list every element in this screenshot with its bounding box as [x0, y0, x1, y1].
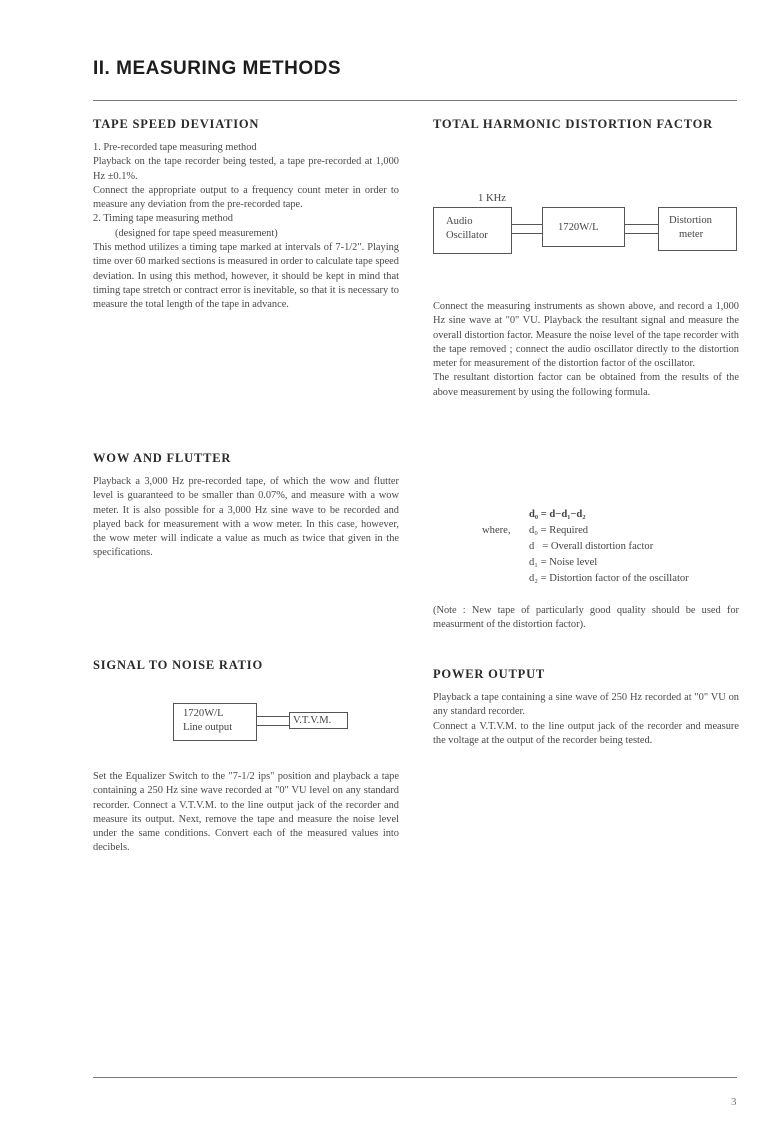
snr-wire-bottom [257, 725, 289, 726]
thd-box1-line2: Oscillator [446, 230, 488, 241]
thd-wire2-bottom [625, 233, 658, 234]
thd-note-block [433, 604, 739, 633]
thd-formula-def0: d₀ = Required [529, 525, 589, 536]
thd-p1: Connect the measuring instruments as shown above, and record a 1,000 Hz sine wave at "0" VU. Playback the resultant signal and measure the overall distortion factor. Measure the noise level of the tape recorder with the tape removed ; connect the audio oscillator directly to the distortion meter for measurement of the distortion factor of the oscillator. [433, 301, 739, 370]
thd-note: (Note : New tape of particularly good quality should be used for measurment of the distortion factor). [433, 605, 739, 631]
thd-box2-label: 1720W/L [558, 222, 599, 233]
thd-formula-def1: d = Overall distortion factor [529, 541, 654, 552]
thd-p2: The resultant distortion factor can be obtained from the results of the above measurement by using the following formula. [433, 372, 739, 398]
thd-oscillator-box [433, 207, 512, 254]
thd-heading: TOTAL HARMONIC DISTORTION FACTOR [433, 117, 713, 131]
top-rule [93, 100, 737, 101]
thd-freq-label: 1 KHz [478, 193, 506, 204]
snr-heading: SIGNAL TO NOISE RATIO [93, 658, 263, 672]
thd-box3-line2: meter [679, 229, 704, 240]
thd-recorder-box [542, 207, 625, 247]
tape-speed-p2: Connect the appropriate output to a frequency count meter in order to measure any deviation from the pre-recorded tape. [93, 184, 399, 211]
snr-section [93, 658, 399, 673]
page-title: II. MEASURING METHODS [93, 58, 342, 79]
power-p1: Playback a tape containing a sine wave of 250 Hz recorded at "0" VU on any standard recorder. [433, 692, 739, 718]
tape-speed-p1: Playback on the tape recorder being tested, a tape pre-recorded at 1,000 Hz ±0.1%. [93, 156, 399, 182]
snr-text [93, 770, 399, 856]
page-number: 3 [731, 1096, 737, 1108]
thd-wire1-top [512, 224, 542, 225]
thd-formula-where: where, [482, 525, 511, 536]
snr-box1-line2: Line output [183, 722, 233, 733]
tape-speed-item2-note: (designed for tape speed measurement) [115, 227, 278, 239]
thd-formula-main: d₀ = d−d₁−d₂ [529, 509, 586, 520]
thd-distortion-meter-box [658, 207, 737, 251]
thd-box3-line1: Distortion [669, 215, 712, 226]
thd-wire2-top [625, 224, 658, 225]
wow-flutter-heading: WOW AND FLUTTER [93, 451, 232, 465]
snr-vtvm-box [289, 712, 348, 729]
power-p2: Connect a V.T.V.M. to the line output jack of the recorder and measure the voltage at the output of the recorder being tested. [433, 720, 739, 746]
snr-box2-label: V.T.V.M. [293, 715, 332, 726]
tape-speed-section [93, 117, 399, 313]
power-heading: POWER OUTPUT [433, 667, 546, 681]
thd-text [433, 300, 739, 400]
wow-flutter-section [93, 451, 399, 561]
tape-speed-item1: 1. Pre-recorded tape measuring method [93, 142, 257, 153]
snr-box1-line1: 1720W/L [183, 708, 224, 719]
wow-flutter-p1: Playback a 3,000 Hz pre-recorded tape, of which the wow and flutter level is guaranteed to be smaller than 0.07%, and measure with a wow meter. It is also possible for a 3,000 Hz sine wave to be recorded and played back for measurement with a wow meter. In this case, however, the wow meter will indicate a value as much as twice that given in the specifications. [93, 476, 399, 559]
thd-formula-def2: d₁ = Noise level [529, 557, 598, 568]
thd-box1-line1: Audio [446, 216, 473, 227]
tape-speed-heading: TAPE SPEED DEVIATION [93, 117, 260, 131]
thd-section [433, 117, 739, 132]
snr-recorder-box [173, 703, 257, 741]
snr-wire-top [257, 716, 289, 717]
thd-wire1-bottom [512, 233, 542, 234]
thd-formula-def3: d₂ = Distortion factor of the oscillator [529, 573, 689, 584]
bottom-rule [93, 1077, 737, 1078]
snr-p1: Set the Equalizer Switch to the "7-1/2 ips" position and playback a tape containing a 250 Hz sine wave recorded at "0" VU level on any standard recorder. Connect a V.T.V.M. to the line output jack of the recorder and measure its output. Next, remove the tape and measure the noise level under the same conditions. Convert each of the measured values into decibels. [93, 771, 399, 854]
power-section [433, 667, 739, 748]
tape-speed-item2: 2. Timing tape measuring method [93, 213, 233, 225]
tape-speed-p3: This method utilizes a timing tape marked at intervals of 7-1/2". Playing time over 60 marked sections is measured in order to calculate tape speed deviation. In using this method, however, it should be kept in mind that timing tape stretch or contract error is inevitable, so that it is necessary to measure the total length of the tape in advance. [93, 242, 399, 311]
